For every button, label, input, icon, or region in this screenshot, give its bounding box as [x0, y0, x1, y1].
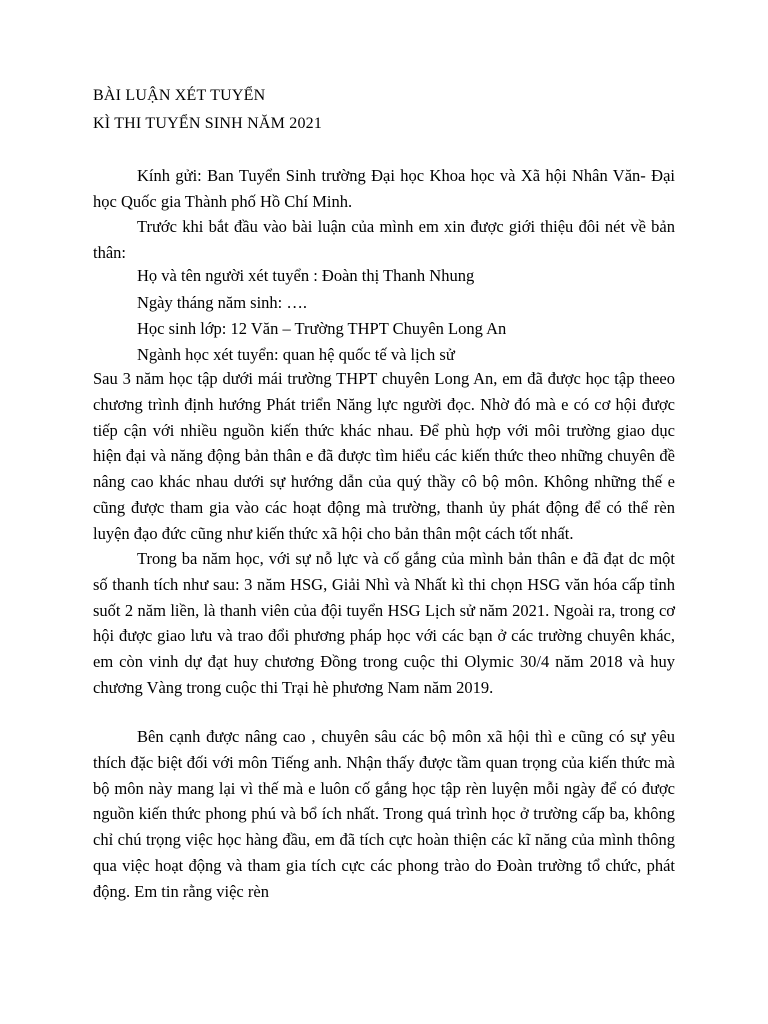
greeting-paragraph: Kính gửi: Ban Tuyển Sinh trường Đại học Khoa học và Xã hội Nhân Văn- Đại học Quốc gia Thành phố Hồ Chí Minh.	[93, 166, 675, 211]
intro-paragraph: Trước khi bắt đầu vào bài luận của mình em xin được giới thiệu đôi nét về bản thân:	[93, 217, 675, 262]
body-paragraph-3: Bên cạnh được nâng cao , chuyên sâu các bộ môn xã hội thì e cũng có sự yêu thích đặc biệt đối với môn Tiếng anh. Nhận thấy được tầm quan trọng của kiến thức mà bộ môn này mang lại vì thế mà e luôn cố gắng học tập rèn luyện mỗi ngày để có được nguồn kiến thức phong phú và bổ ích nhất. Trong quá trình học ở trường cấp ba, không chỉ chú trọng việc học hàng đầu, em đã tích cực hoàn thiện các kĩ năng của mình thông qua việc hoạt động và tham gia tích cực các phong trào do Đoàn trường tổ chức, phát động. Em tin rằng việc rèn	[93, 727, 675, 901]
document-subtitle: KÌ THI TUYỂN SINH NĂM 2021	[93, 115, 323, 132]
body-paragraph-1: Sau 3 năm học tập dưới mái trường THPT chuyên Long An, em đã được học tập theeo chương trình định hướng Phát triển Năng lực người đọc. Nhờ đó mà e có cơ hội được tiếp cận với nhiều nguồn kiến thức khác nhau. Để phù hợp với môi trường giao dục hiện đại và năng động bản thân e đã được tìm hiểu các kiến thức theo những chuyên đề nâng cao khác nhau dưới sự hướng dẫn của quý thầy cô bộ môn. Không những thế e cũng được tham gia vào các hoạt động mà trường, thanh ủy phát động để có thể rèn luyện đạo đức cũng như kiến thức xã hội cho bản thân một cách tốt nhất.	[93, 369, 675, 543]
body-paragraph-2: Trong ba năm học, với sự nỗ lực và cố gắng của mình bản thân e đã đạt dc một số thanh tích như sau: 3 năm HSG, Giải Nhì và Nhất kì thi chọn HSG văn hóa cấp tỉnh suốt 2 năm liền, là thanh viên của đội tuyển HSG Lịch sử năm 2021. Ngoài ra, trong cơ hội được giao lưu và trao đổi phương pháp học với các bạn ở các trường chuyên khác, em còn vinh dự đạt huy chương Đồng trong cuộc thi Olymic 30/4 năm 2018 và huy chương Vàng trong cuộc thi Trại hè phương Nam năm 2019.	[93, 549, 675, 697]
birth-date-line: Ngày tháng năm sinh: ….	[137, 293, 308, 312]
full-name-line: Họ và tên người xét tuyển : Đoàn thị Thanh Nhung	[137, 266, 475, 285]
document-title: BÀI LUẬN XÉT TUYỂN	[93, 87, 266, 104]
major-line: Ngành học xét tuyển: quan hệ quốc tế và lịch sử	[137, 345, 455, 364]
student-class-line: Học sinh lớp: 12 Văn – Trường THPT Chuyên Long An	[137, 319, 507, 338]
